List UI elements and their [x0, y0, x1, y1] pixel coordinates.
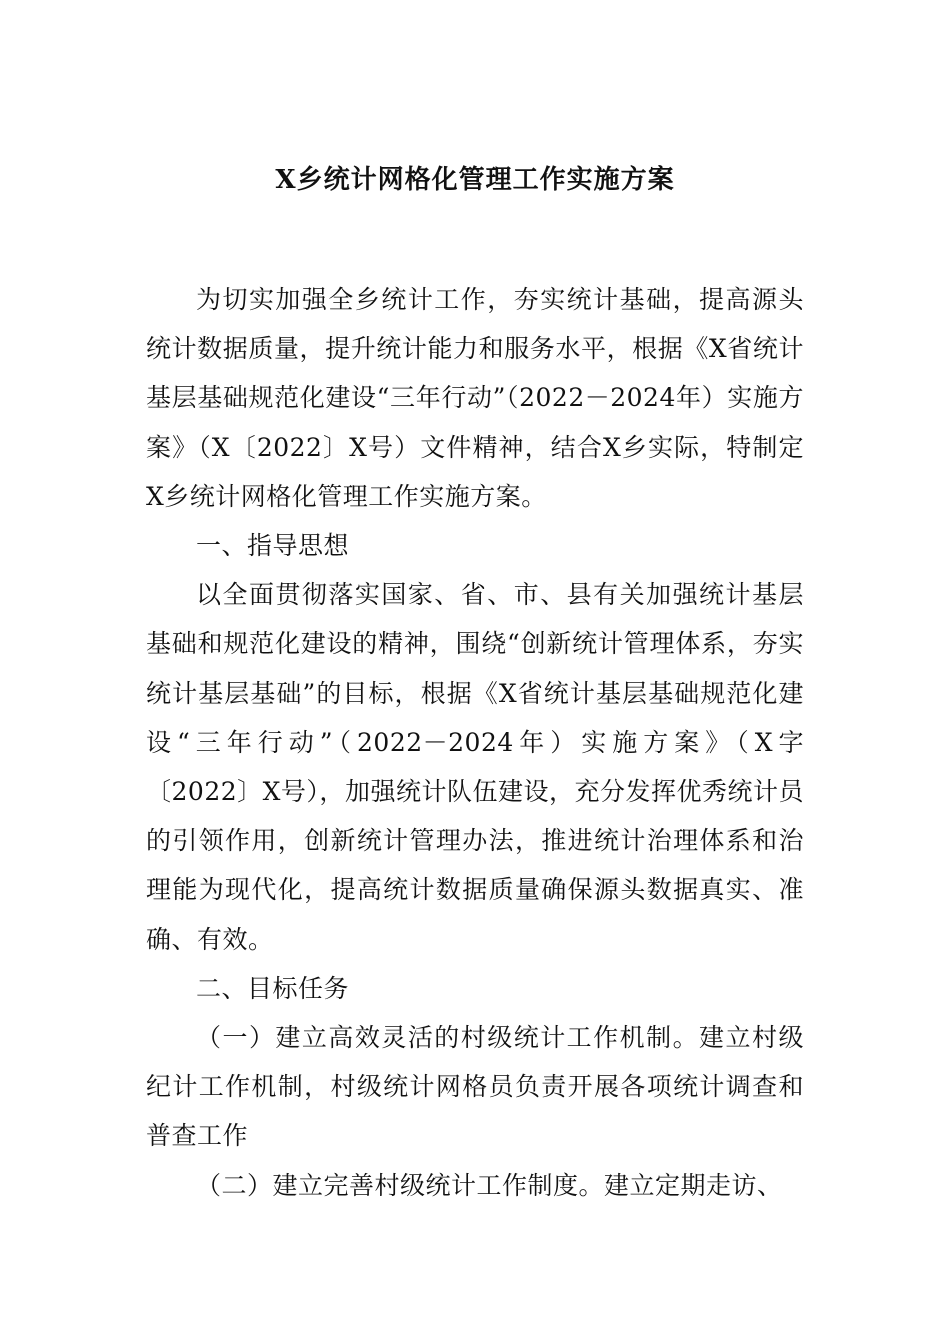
- section-heading-goals-tasks: 二、目标任务: [196, 973, 350, 1003]
- guiding-ideology-paragraph: 以全面贯彻落实国家、省、市、县有关加强统计基层基础和规范化建设的精神，围绕“创新统计管理体系，夯实统计基层基础”的目标，根据《X省统计基层基础规范化建设“三年行动”（2022－2024年）实施方案》（X字〔2022〕X号），加强统计队伍建设，充分发挥优秀统计员的引领作用，创新统计管理办法，推进统计治理体系和治理能为现代化，提高统计数据质量确保源头数据真实、准确、有效。: [146, 580, 804, 954]
- section-heading-guiding-ideology: 一、指导思想: [196, 531, 350, 561]
- intro-paragraph: 为切实加强全乡统计工作，夯实统计基础，提高源头统计数据质量，提升统计能力和服务水平，根据《X省统计基层基础规范化建设“三年行动”（2022－2024年）实施方案》（X〔2022〕X号）文件精神，结合X乡实际，特制定X乡统计网格化管理工作实施方案。: [146, 285, 804, 511]
- document-body: [146, 275, 804, 1210]
- task-two-paragraph: （二）建立完善村级统计工作制度。建立定期走访、: [196, 1170, 783, 1200]
- document-title: X乡统计网格化管理工作实施方案: [275, 165, 675, 195]
- task-one-paragraph: （一）建立高效灵活的村级统计工作机制。建立村级纪计工作机制，村级统计网格员负责开展各项统计调查和普查工作: [146, 1023, 804, 1151]
